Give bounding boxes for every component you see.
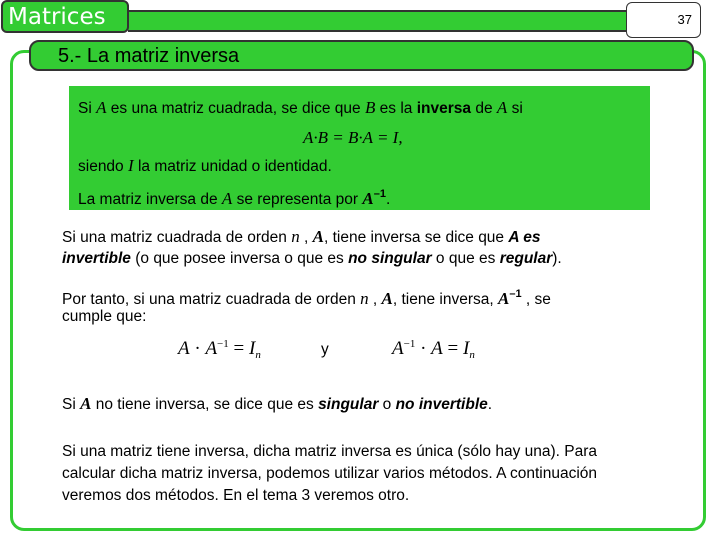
- section-title: 5.- La matriz inversa: [29, 40, 694, 71]
- definition-line-1: Si A es una matriz cuadrada, se dice que B es la inversa de A si: [78, 98, 523, 117]
- paragraph-4-line-2: calcular dicha matriz inversa, podemos utilizar varios métodos. A continuación: [62, 465, 598, 482]
- page-number: 37: [626, 2, 701, 38]
- paragraph-1-line-2: invertible (o que posee inversa o que es no singular o que es regular).: [62, 250, 562, 267]
- definition-line-3: siendo I la matriz unidad o identidad.: [78, 156, 332, 175]
- equation-left: $A \cdot A^{-1} = I_n$: [178, 338, 261, 361]
- paragraph-2-line-1: Por tanto, si una matriz cuadrada de orden n , A, tiene inversa, $A^{-1}$ , se: [62, 288, 551, 308]
- equation-connector: y: [321, 341, 329, 358]
- definition-formula: A·B = B·A = I,: [303, 128, 403, 147]
- paragraph-2-line-2: cumple que:: [62, 308, 147, 325]
- paragraph-1-line-1: Si una matriz cuadrada de orden n , A, tiene inversa se dice que A es: [62, 227, 541, 246]
- paragraph-4-line-1: Si una matriz tiene inversa, dicha matriz inversa es única (sólo hay una). Para: [62, 443, 597, 460]
- paragraph-4-line-3: veremos dos métodos. En el tema 3 veremos otro.: [62, 487, 410, 504]
- equation-right: $A^{-1} \cdot A = I_n$: [392, 338, 475, 361]
- paragraph-3: Si A no tiene inversa, se dice que es singular o no invertible.: [62, 394, 493, 413]
- definition-line-4: La matriz inversa de A se representa por $A^{-1}$.: [78, 188, 391, 208]
- header-bar: [128, 10, 628, 32]
- slide-title: Matrices: [1, 0, 129, 33]
